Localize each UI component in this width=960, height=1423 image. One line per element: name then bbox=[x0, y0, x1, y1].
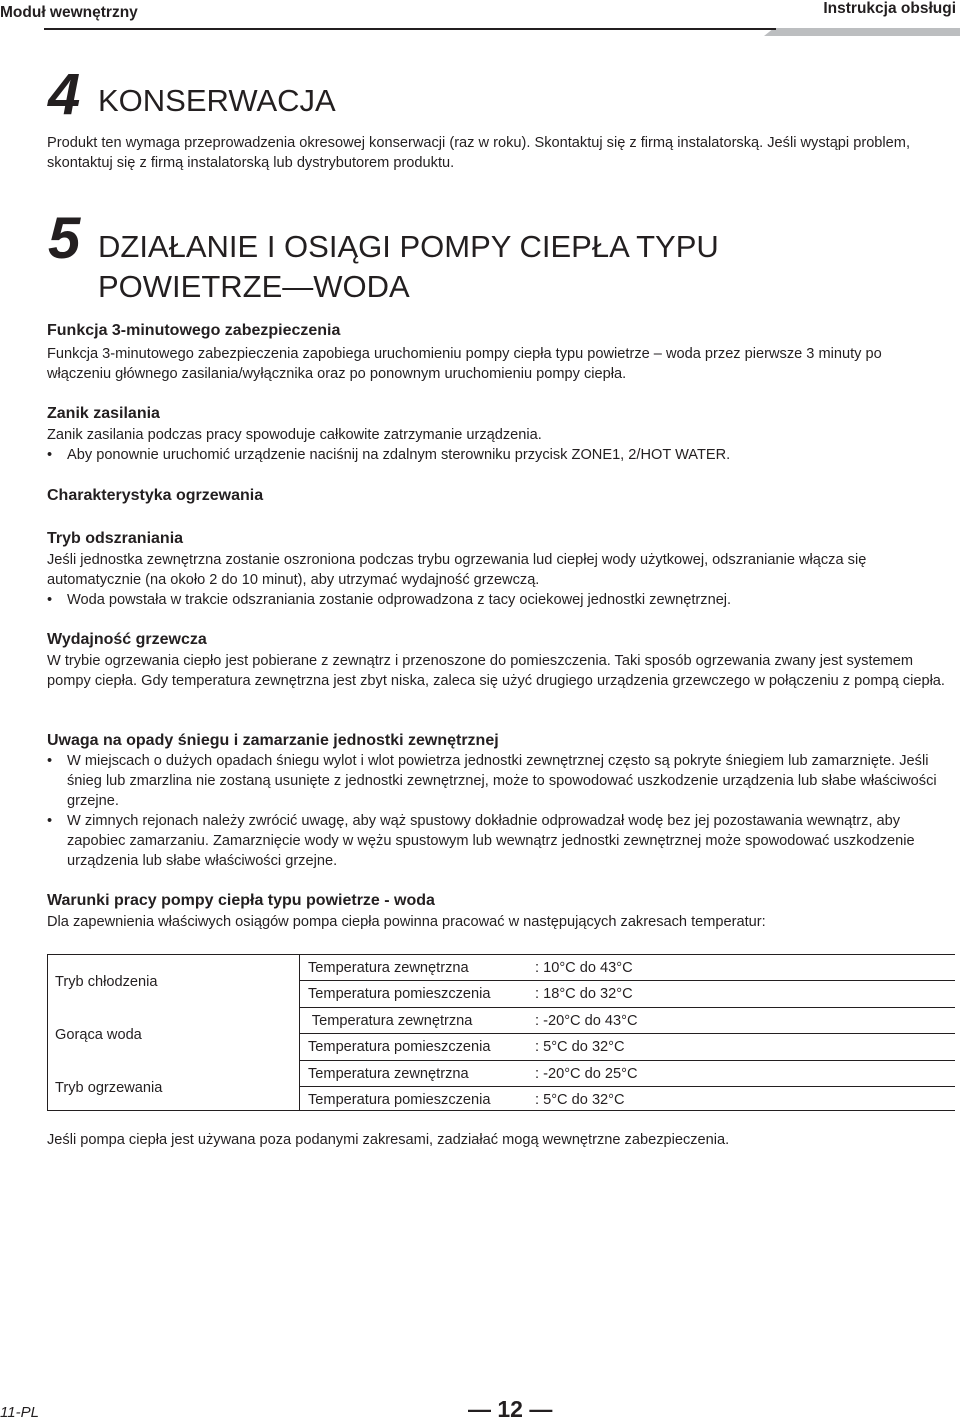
defrost-text: Jeśli jednostka zewnętrzna zostanie oszroniona podczas trybu ogrzewania lud ciepłej wody użytkowej, odszranianie włącza się automatycznie (na około 2 do 10 minut), aby utrzymać wydajność grzewczą. bbox=[47, 552, 867, 588]
chapter-title-line-2: POWIETRZE—WODA bbox=[98, 269, 410, 304]
header-section-title: Moduł wewnętrzny bbox=[0, 4, 138, 21]
table-rule bbox=[300, 954, 955, 955]
table-rule bbox=[300, 980, 955, 981]
table-rule bbox=[300, 1110, 955, 1111]
snow-warning-heading: Uwaga na opady śniegu i zamarzanie jednostki zewnętrznej bbox=[47, 732, 499, 749]
power-failure-heading: Zanik zasilania bbox=[47, 405, 160, 422]
table-mode-column bbox=[47, 954, 300, 1111]
maintenance-text: Produkt ten wymaga przeprowadzenia okresowej konserwacji (raz w roku). Skontaktuj się z firmą instalatorską. Jeśli wystąpi problem, skontaktuj się z firmą instalatorską lub dystrybutorem produktu. bbox=[47, 135, 910, 171]
heating-capacity-heading: Wydajność grzewcza bbox=[47, 631, 207, 648]
list-item: • W zimnych rejonach należy zwrócić uwagę, aby wąż spustowy dokładnie odprowadzał wodę bez jej pozostawania wewnątrz, aby zapobiec zamarzaniu. Zamarznięcie wody w wężu spustowym lub wewnątrz jednostki zewnętrznej może spowodować uszkodzenie urządzenia lub słabe właściwości grzejne. bbox=[47, 811, 947, 871]
operating-conditions-heading: Warunki pracy pompy ciepła typu powietrze - woda bbox=[47, 892, 435, 909]
snow-warning-list bbox=[47, 751, 947, 871]
defrost-heading: Tryb odszraniania bbox=[47, 530, 184, 547]
temperature-label: Temperatura zewnętrzna bbox=[308, 1066, 469, 1082]
temperature-range: : -20°C do 43°C bbox=[535, 1013, 638, 1029]
list-item: • Aby ponownie uruchomić urządzenie naciśnij na zdalnym sterowniku przycisk ZONE1, 2/HOT WATER. bbox=[47, 445, 947, 465]
table-rule bbox=[300, 1033, 955, 1034]
protection-heading: Funkcja 3-minutowego zabezpieczenia bbox=[47, 322, 341, 339]
temperature-label: Temperatura pomieszczenia bbox=[308, 986, 491, 1002]
temperature-range: : 10°C do 43°C bbox=[535, 960, 633, 976]
table-rule bbox=[300, 1060, 955, 1061]
protection-note: Jeśli pompa ciepła jest używana poza podanymi zakresami, zadziałać mogą wewnętrzne zabezpieczenia. bbox=[47, 1132, 730, 1148]
temperature-label: Temperatura zewnętrzna bbox=[308, 1013, 473, 1029]
header-document-title: Instrukcja obsługi bbox=[823, 0, 956, 17]
table-rule bbox=[300, 1007, 955, 1008]
header-rule bbox=[44, 28, 960, 38]
chapter-title-line-1: DZIAŁANIE I OSIĄGI POMPY CIEPŁA TYPU bbox=[98, 229, 719, 264]
list-item: • Woda powstała w trakcie odszraniania zostanie odprowadzona z tacy ociekowej jednostki zewnętrznej. bbox=[47, 590, 947, 610]
temperature-label: Temperatura pomieszczenia bbox=[308, 1039, 491, 1055]
chapter-title: KONSERWACJA bbox=[98, 83, 336, 118]
heating-capacity-text: W trybie ogrzewania ciepło jest pobierane z zewnątrz i przenoszone do pomieszczenia. Taki sposób ogrzewania zwany jest systemem pompy ciepła. Gdy temperatura zewnętrzna jest zbyt niska, zaleca się użyć drugiego urządzenia grzewczego w połączeniu z pompą ciepła. bbox=[47, 653, 945, 689]
mode-hot-water: Gorąca woda bbox=[55, 1027, 142, 1043]
mode-heating: Tryb ogrzewania bbox=[55, 1080, 163, 1096]
protection-text: Funkcja 3-minutowego zabezpieczenia zapobiega uruchomieniu pompy ciepła typu powietrze – woda przez pierwsze 3 minuty po włączeniu głównego zasilania/wyłącznika oraz po ponownym uruchomieniu pompy ciepła. bbox=[47, 346, 882, 382]
temperature-range: : 18°C do 32°C bbox=[535, 986, 633, 1002]
chapter-number: 5 bbox=[48, 206, 80, 271]
defrost-list bbox=[47, 590, 947, 610]
page-number: — 12 — bbox=[468, 1396, 553, 1422]
temperature-label: Temperatura zewnętrzna bbox=[308, 960, 469, 976]
temperature-range: : 5°C do 32°C bbox=[535, 1039, 625, 1055]
operating-conditions-text: Dla zapewnienia właściwych osiągów pompa ciepła powinna pracować w następujących zakresach temperatur: bbox=[47, 914, 766, 930]
mode-cooling: Tryb chłodzenia bbox=[55, 974, 158, 990]
table-rule bbox=[300, 1086, 955, 1087]
temperature-range: : -20°C do 25°C bbox=[535, 1066, 638, 1082]
temperature-range: : 5°C do 32°C bbox=[535, 1092, 625, 1108]
power-failure-list bbox=[47, 445, 947, 465]
page-code: 11-PL bbox=[0, 1404, 39, 1421]
temperature-label: Temperatura pomieszczenia bbox=[308, 1092, 491, 1108]
heating-characteristics-heading: Charakterystyka ogrzewania bbox=[47, 487, 264, 504]
list-item: • W miejscach o dużych opadach śniegu wylot i wlot powietrza jednostki zewnętrznej często są pokryte śniegiem lub zamarznięte. Jeśli śnieg lub zmarzlina nie zostaną usunięte z jednostki zewnętrznej, może to spowodować uszkodzenie urządzenia lub słabe właściwości grzejne. bbox=[47, 751, 947, 811]
chapter-number: 4 bbox=[48, 62, 80, 127]
power-failure-text: Zanik zasilania podczas pracy spowoduje całkowite zatrzymanie urządzenia. bbox=[47, 427, 542, 443]
